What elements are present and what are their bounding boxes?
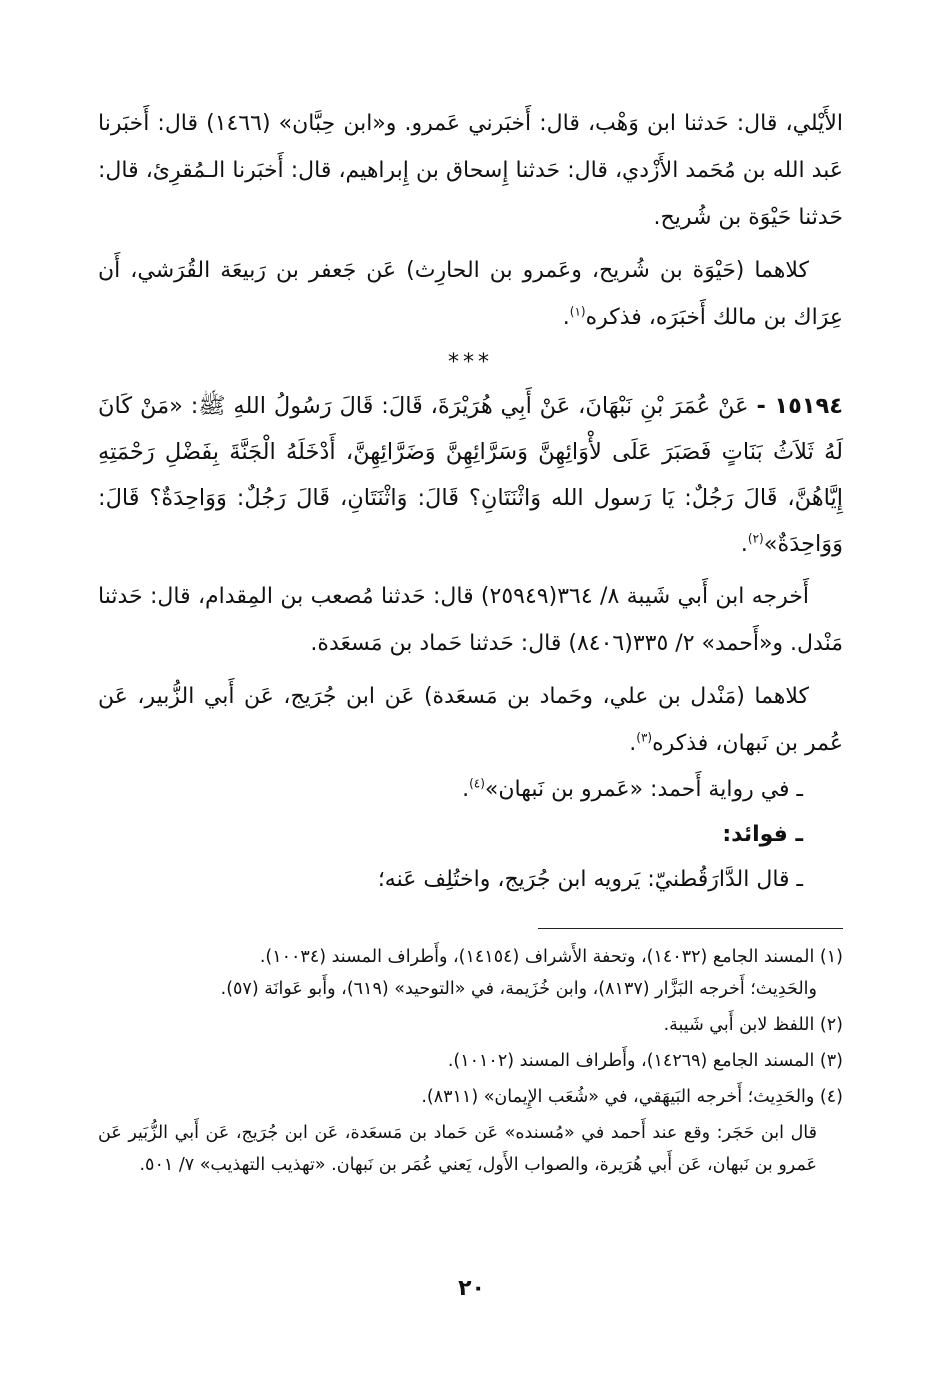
footnote-divider xyxy=(538,928,843,929)
footnotes-block xyxy=(98,941,843,1181)
section-separator: *** xyxy=(448,350,493,375)
footnote-ref-2: (٢) xyxy=(747,531,764,546)
footnote-ref-3: (٣) xyxy=(636,730,653,745)
hadith-block xyxy=(98,383,843,567)
book-page xyxy=(98,100,843,1382)
ahmad-riwaya-text: ـ في رواية أَحمد: «عَمرو بن نَبهان» xyxy=(484,777,803,802)
takhrij-section xyxy=(98,573,843,767)
takhrij-kilahuma-paragraph: كلاهما (مَنْدل بن علي، وحَماد بن مَسعَدة) عَن ابن جُرَيج، عَن أَبي الزُّبير، عَن عُمر بن نَبهان، فذكره$^{(٣)}$. xyxy=(98,684,843,756)
daraqutni-bullet: ـ قال الدَّارَقُطنيّ: يَرويه ابن جُرَيج، واختُلِف عَنه؛ xyxy=(377,867,803,892)
footnote-1: (١) المسند الجامع (١٤٠٣٢)، وتحفة الأَشراف (١٤١٥٤)، وأَطراف المسند (١٠٠٣٤). xyxy=(259,947,843,967)
main-text xyxy=(98,100,843,381)
hadith-number: ١٥١٩٤ - xyxy=(756,393,844,419)
takhrij-paragraph: أَخرجه ابن أَبي شَيبة ٨/ ٣٦٤(٢٥٩٤٩) قال: حَدثنا مُصعب بن المِقدام، قال: حَدثنا مَنْدل. و«أَحمد» ٢/ ٣٣٥(٨٤٠٦) قال: حَدثنا حَماد بن مَسعَدة. xyxy=(98,584,843,656)
page-number: ٢٠ xyxy=(458,1276,485,1301)
chain-paragraph: الأَيْلي، قال: حَدثنا ابن وَهْب، قال: أَخبَرني عَمرو. و«ابن حِبَّان» (١٤٦٦) قال: أَخبَرنا عَبد الله بن مُحَمد الأَزْدي، قال: حَدثنا إِسحاق بن إِبراهيم، قال: أَخبَرنا الـمُقرِئ، قال: حَدثنا حَيْوَة بن شُريح. xyxy=(98,111,843,230)
footnote-3: (٣) المسند الجامع (١٤٢٦٩)، وأَطراف المسند (١٠١٠٢). xyxy=(447,1051,843,1071)
footnote-2: (٢) اللفظ لابن أَبي شَيبة. xyxy=(663,1015,843,1035)
footnote-ref-4: (٤) xyxy=(469,776,485,791)
kilahuma-text: كلاهما (حَيْوَة بن شُريح، وعَمرو بن الحارِث) عَن جَعفر بن رَبيعَة القُرَشي، أَن عِرَاك بن مالك أَخبَرَه، فذكره xyxy=(98,258,843,330)
hadith-text: ١٥١٩٤ - عَنْ عُمَرَ بْنِ نَبْهَانَ، عَنْ أَبِي هُرَيْرَةَ، قَالَ: قَالَ رَسُولُ اللهِ ﷺ: «مَنْ كَانَ لَهُ ثَلاَثُ بَنَاتٍ فَصَبَرَ عَلَى لأْوَائِهِنَّ وَسَرَّائِهِنَّ وَضَرَّائِهِنَّ، أَدْخَلَهُ الْجَنَّةَ بِفَضْلِ رَحْمَتِهِ إِيَّاهُنَّ، قَالَ رَجُلٌ: يَا رَسول الله وَاثْنَتَانِ؟ قَالَ: وَاثْنَتَانِ، قَالَ رَجُلٌ: وَوَاحِدَةٌ؟ قَالَ: وَوَاحِدَةٌ»$^{(٢)}$. xyxy=(98,393,844,557)
footnote-4-continuation: قال ابن حَجَر: وقع عند أَحمد في «مُسنده» عَن حَماد بن مَسعَدة، عَن ابن جُرَيج، عَن أَبي الزُّبَير عَن عَمرو بن نَبهان، عَن أَبي هُرَيرة، والصواب الأَول، يَعني عُمَر بن نَبهان. «تهذيب التهذيب» ٧/ ٥٠١. xyxy=(98,1123,817,1175)
ahmad-riwaya-bullet: ـ في رواية أَحمد: «عَمرو بن نَبهان»$^{(٤)}$. xyxy=(462,776,803,802)
footnote-1-continuation: والحَدِيث؛ أَخرجه البَزَّار (٨١٣٧)، وابن خُزَيمة، في «التوحيد» (٦١٩)، وأَبو عَوانَة (٥٧). xyxy=(220,979,817,999)
footnote-4: (٤) والحَدِيث؛ أَخرجه البَيهَقي، في «شُعَب الإِيمان» (٨٣١١). xyxy=(421,1087,843,1107)
fawaid-heading: ـ فوائد: xyxy=(722,822,803,847)
kilahuma-paragraph: كلاهما (حَيْوَة بن شُريح، وعَمرو بن الحارِث) عَن جَعفر بن رَبيعَة القُرَشي، أَن عِرَاك بن مالك أَخبَرَه، فذكره$^{(١)}$. xyxy=(98,258,843,330)
hadith-matn: عَنْ عُمَرَ بْنِ نَبْهَانَ، عَنْ أَبِي هُرَيْرَةَ، قَالَ: قَالَ رَسُولُ اللهِ ﷺ: «مَنْ كَانَ لَهُ ثَلاَثُ بَنَاتٍ فَصَبَرَ عَلَى لأْوَائِهِنَّ وَسَرَّائِهِنَّ وَضَرَّائِهِنَّ، أَدْخَلَهُ الْجَنَّةَ بِفَضْلِ رَحْمَتِهِ إِيَّاهُنَّ، قَالَ رَجُلٌ: يَا رَسول الله وَاثْنَتَانِ؟ قَالَ: وَاثْنَتَانِ، قَالَ رَجُلٌ: وَوَاحِدَةٌ؟ قَالَ: وَوَاحِدَةٌ» xyxy=(98,393,843,557)
footnote-ref-1: (١) xyxy=(569,304,586,319)
takhrij-kilahuma-text: كلاهما (مَنْدل بن علي، وحَماد بن مَسعَدة) عَن ابن جُرَيج، عَن أَبي الزُّبير، عَن عُمر بن نَبهان، فذكره xyxy=(98,684,843,756)
